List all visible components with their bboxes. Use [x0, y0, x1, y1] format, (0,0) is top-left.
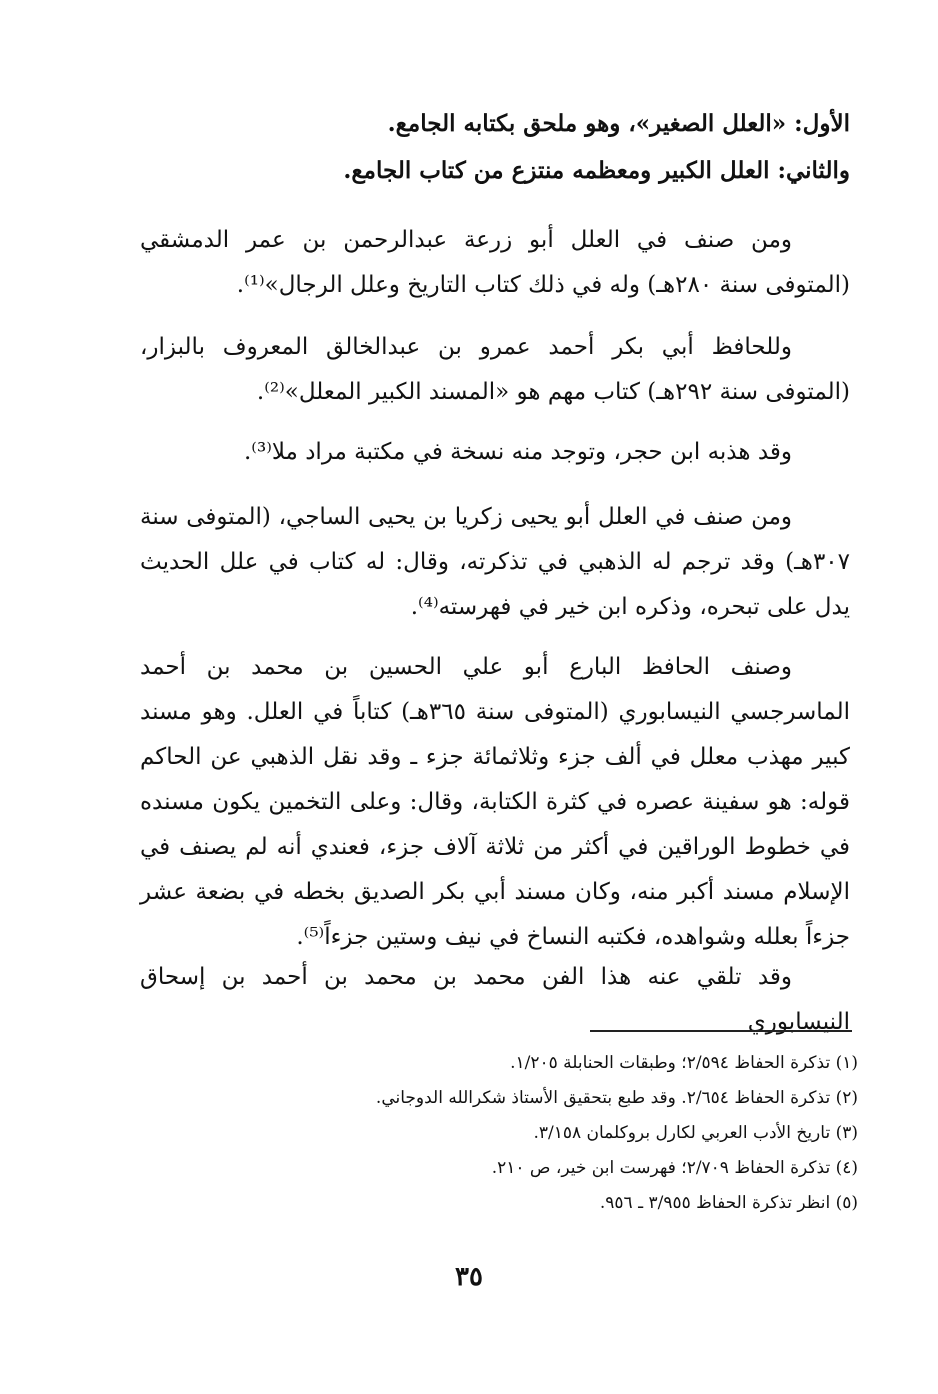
- paragraph-saji: ومن صنف في العلل أبو يحيى زكريا بن يحيى الساجي، (المتوفى سنة ٣٠٧هـ) وقد ترجم له الذهبي في تذكرته، وقال: له كتاب في علل الحديث يدل على تبحره، وذكره ابن خير في فهرسته⁽⁴⁾.: [140, 504, 850, 620]
- page-number: ٣٥: [455, 1262, 483, 1292]
- line-second-work: [140, 148, 850, 193]
- line-first-work: [140, 101, 850, 146]
- footnote-5: (٥) انظر تذكرة الحفاظ ٣/٩٥٥ ـ ٩٥٦.: [599, 1193, 858, 1213]
- second-text: العلل الكبير ومعظمه منتزع من كتاب الجامع.: [343, 157, 770, 184]
- footnote-4: (٤) تذكرة الحفاظ ٢/٧٠٩؛ فهرست ابن خير، ص ٢١٠.: [491, 1158, 858, 1178]
- first-text: «العلل الصغير»، وهو ملحق بكتابه الجامع.: [387, 110, 787, 137]
- footnote-divider: [590, 1030, 852, 1032]
- footnote-1: (١) تذكرة الحفاظ ٢/٥٩٤؛ وطبقات الحنابلة ١/٢٠٥.: [510, 1053, 858, 1073]
- paragraph-naysaburi: وقد تلقي عنه هذا الفن محمد بن محمد بن أحمد بن إسحاق النيسابوري: [140, 964, 850, 1035]
- paragraph-abu-zura: ومن صنف في العلل أبو زرعة عبدالرحمن بن عمر الدمشقي (المتوفى سنة ٢٨٠هـ) وله في ذلك كتاب التاريخ وعلل الرجال»⁽¹⁾.: [140, 227, 850, 298]
- paragraph-bazzar: وللحافظ أبي بكر أحمد عمرو بن عبدالخالق المعروف بالبزار، (المتوفى سنة ٢٩٢هـ) كتاب مهم هو «المسند الكبير المعلل»⁽²⁾.: [140, 334, 850, 405]
- first-label: الأول:: [794, 110, 850, 137]
- paragraph-masarjasi: وصنف الحافظ البارع أبو علي الحسين بن محمد بن أحمد الماسرجسي النيسابوري (المتوفى سنة ٣٦٥هـ) كتاباً في العلل. وهو مسند كبير مهذب معلل في ألف جزء وثلاثمائة جزء ـ وقد نقل الذهبي عن الحاكم قوله: هو سفينة عصره في كثرة الكتابة، وقال: وعلى التخمين يكون مسنده في خطوط الوراقين في أكثر من ثلاثة آلاف جزء، فعندي أنه لم يصنف في الإسلام مسند أكبر منه، وكان مسند أبي بكر الصديق بخطه في بضعة عشر جزءاً بعلله وشواهده، فكتبه النساخ في نيف وستين جزءاً⁽⁵⁾.: [140, 654, 850, 950]
- footnotes: [140, 1046, 860, 1221]
- second-label: والثاني:: [777, 157, 850, 184]
- footnote-2: (٢) تذكرة الحفاظ ٢/٦٥٤. وقد طبع بتحقيق الأستاذ شكرالله الدوجاني.: [375, 1088, 858, 1108]
- paragraph-ibn-hajar: وقد هذبه ابن حجر، وتوجد منه نسخة في مكتبة مراد ملا⁽³⁾.: [243, 439, 792, 465]
- footnote-3: (٣) تاريخ الأدب العربي لكارل بروكلمان ٣/١٥٨.: [533, 1123, 858, 1143]
